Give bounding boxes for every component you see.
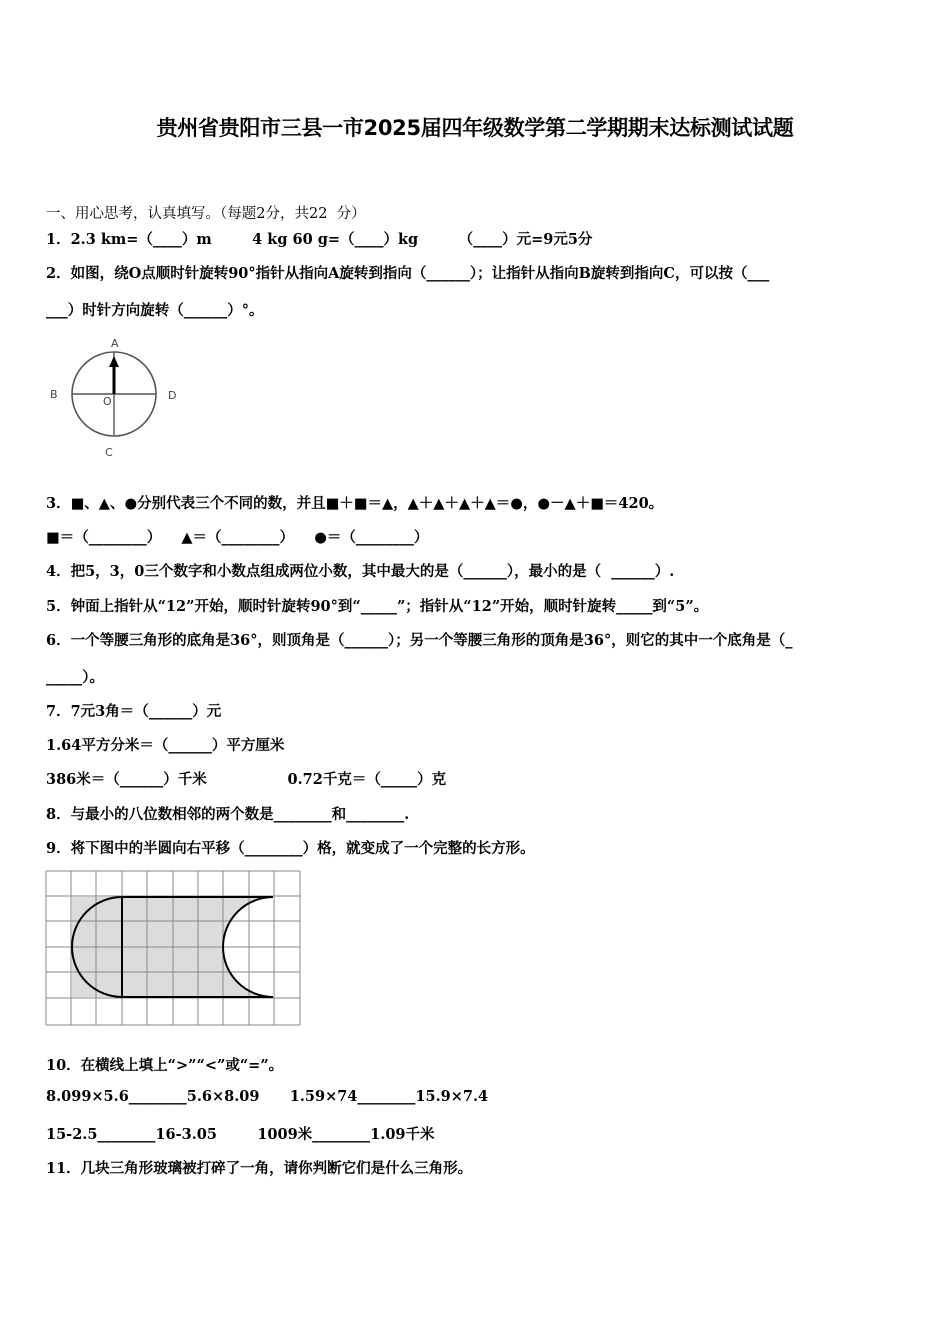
page-title: 贵州省贵阳市三县一市2025届四年级数学第二学期期末达标测试试题 [156, 116, 794, 140]
arrow-head-icon [109, 356, 119, 367]
question-10-line-1: 8.099×5.6________5.6×8.09 1.59×74________15.9×7.4 [46, 1088, 489, 1105]
label-c: C [105, 446, 113, 459]
label-o: O [103, 395, 112, 408]
question-2-line-1: 2．如图，绕O点顺时针旋转90°指针从指向A旋转到指向（______）；让指针从指向B旋转到指向C，可以按（___ [46, 265, 770, 282]
question-2-line-2: ___）时针方向旋转（______）°。 [46, 302, 264, 319]
section-heading: 一、用心思考，认真填写。（每题2分，共22 分） [46, 206, 366, 222]
question-7-line-2: 1.64平方分米＝（______）平方厘米 [46, 737, 285, 754]
question-4: 4．把5，3，0三个数字和小数点组成两位小数，其中最大的是（______），最小的是（ ______）. [46, 563, 675, 580]
label-b: B [50, 388, 58, 401]
clock-diagram [40, 332, 190, 462]
question-10-line-2: 15-2.5________16-3.05 1009米________1.09千米 [46, 1126, 435, 1143]
question-11: 11．几块三角形玻璃被打碎了一角，请你判断它们是什么三角形。 [46, 1160, 473, 1177]
question-3-line-2: ■＝（________） ▲＝（________） ●＝（________） [46, 529, 429, 546]
grid-figure [45, 870, 301, 1026]
label-a: A [111, 337, 119, 350]
question-1: 1．2.3 km=（____）m 4 kg 60 g=（____）kg （____）元=9元5分 [46, 231, 593, 248]
question-6-line-2: _____）。 [46, 669, 104, 686]
question-7-line-1: 7．7元3角＝（______）元 [46, 703, 222, 720]
question-3-line-1: 3．■、▲、●分别代表三个不同的数，并且■＋■＝▲，▲＋▲＋▲＋▲＝●，●－▲＋■＝420。 [46, 495, 664, 512]
question-8: 8．与最小的八位数相邻的两个数是________和________. [46, 806, 410, 823]
question-10: 10．在横线上填上“>”“<”或“=”。 [46, 1057, 284, 1074]
label-d: D [168, 389, 177, 402]
question-6-line-1: 6．一个等腰三角形的底角是36°，则顶角是（______）；另一个等腰三角形的顶角是36°，则它的其中一个底角是（_ [46, 632, 793, 649]
question-9: 9．将下图中的半圆向右平移（________）格，就变成了一个完整的长方形。 [46, 840, 535, 857]
question-7-line-3: 386米＝（______）千米 0.72千克＝（_____）克 [46, 771, 447, 788]
question-5: 5．钟面上指针从“12”开始，顺时针旋转90°到“_____”；指针从“12”开始，顺时针旋转_____到“5”。 [46, 598, 709, 615]
